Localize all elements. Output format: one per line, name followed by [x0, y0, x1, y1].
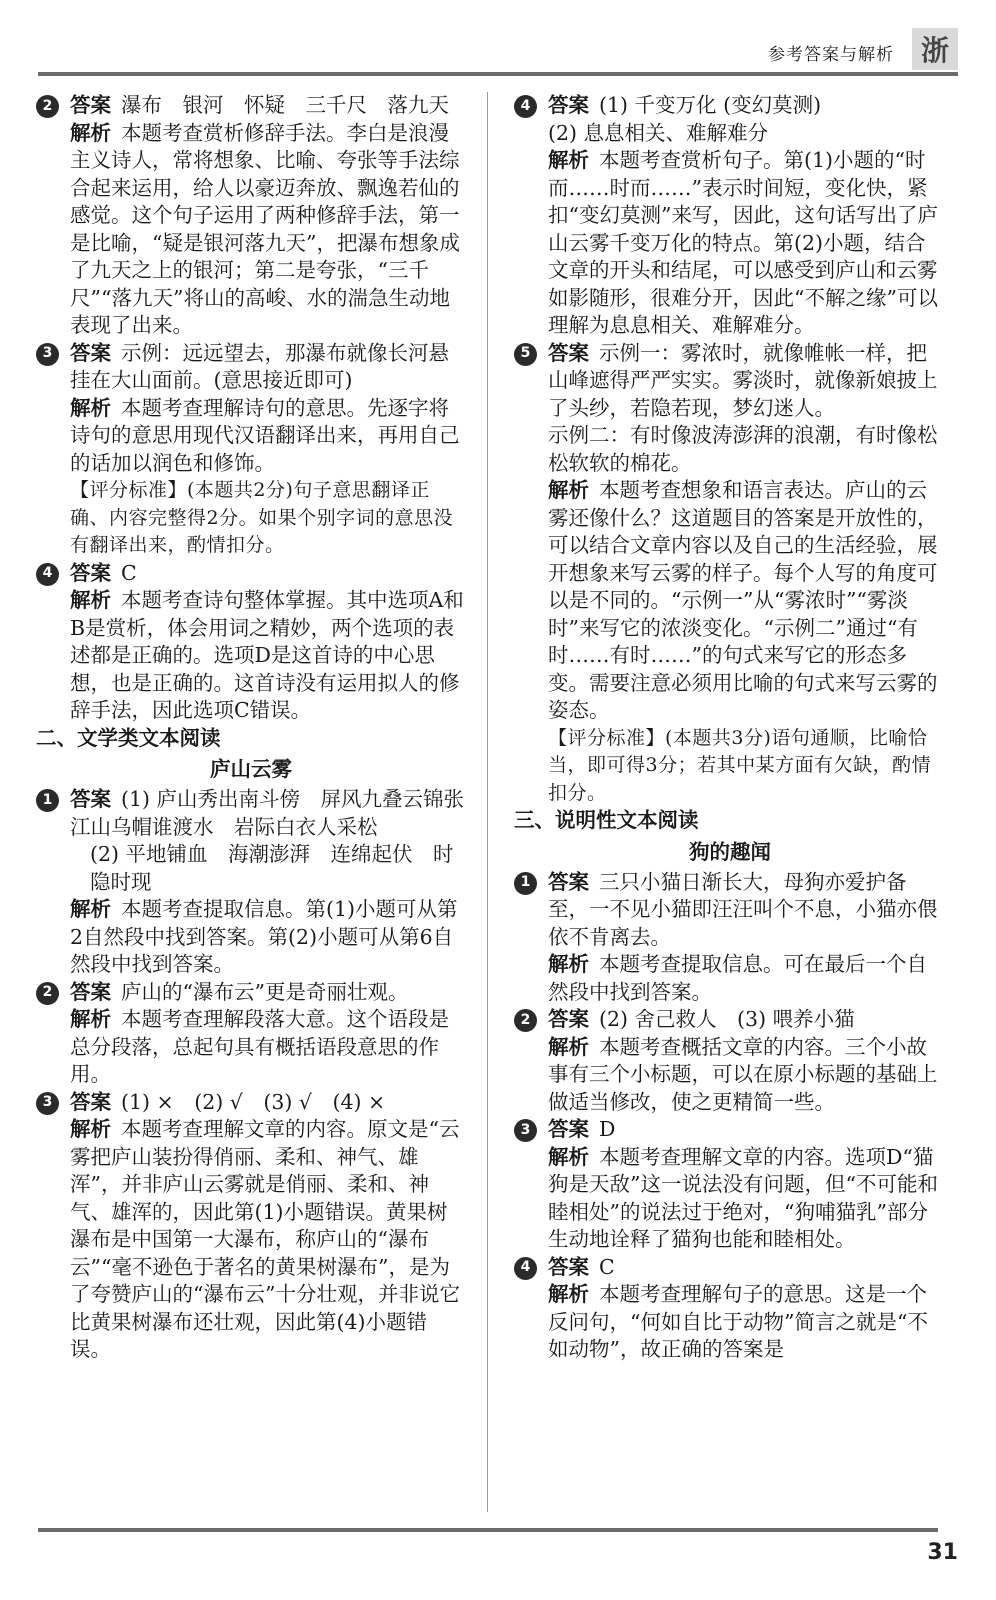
- question-number: 2: [36, 95, 59, 118]
- analysis-tag: 解析: [548, 1282, 589, 1306]
- analysis-tag: 解析: [70, 1007, 111, 1031]
- passage-title: 狗的趣闻: [689, 839, 771, 864]
- dog-question-4: [514, 1254, 946, 1364]
- answer-tag: 答案: [70, 340, 111, 365]
- analysis-tag: 解析: [70, 395, 111, 420]
- question-number: 2: [514, 1009, 537, 1032]
- answer-tag: 答案: [548, 1254, 589, 1279]
- dog-question-3: [514, 1116, 946, 1254]
- answer-text: D: [599, 1117, 616, 1141]
- analysis-text: 本题考查理解文章的内容。原文是“云雾把庐山装扮得俏丽、柔和、神气、雄浑”，并非庐山云雾就是俏丽、柔和、神气、雄浑的，因此第(1)小题错误。黄果树瀑布是中国第一大瀑布，称庐山的“瀑布云”“毫不逊色于著名的黄果树瀑布”，是为了夸赞庐山的“瀑布云”十分壮观，并非说它比黄果树瀑布还壮观，因此第(4)小题错误。: [70, 1117, 460, 1361]
- dog-question-2: [514, 1006, 946, 1116]
- column-divider: [487, 92, 488, 1512]
- answer-tag: 答案: [548, 93, 589, 117]
- analysis-tag: 解析: [70, 120, 111, 145]
- scoring-note: 【评分标准】(本题共3分)语句通顺，比喻恰当，即可得3分；若其中某方面有欠缺，酌情扣分。: [548, 726, 932, 804]
- answer-text: (1) × (2) √ (3) √ (4) ×: [121, 1089, 386, 1114]
- answer-text: (2) 舍己救人 (3) 喂养小猫: [599, 1007, 855, 1031]
- section-heading: 二、文学类文本阅读: [36, 725, 221, 750]
- question-number: 4: [514, 1257, 537, 1280]
- analysis-text: 本题考查想象和语言表达。庐山的云雾还像什么？这道题目的答案是开放性的，可以结合文章内容以及自己的生活经验，展开想象来写云雾的样子。每个人写的角度可以是不同的。“示例一”从“雾浓时”“雾淡时”来写它的浓淡变化。“示例二”通过“有时……有时……”的句式来写它的形态多变。需要注意必须用比喻的句式来写云雾的姿态。: [548, 478, 938, 722]
- analysis-text: 本题考查理解文章的内容。选项D“猫狗是天敌”这一说法没有问题，但“不可能和睦相处”的说法过于绝对，“狗哺猫乳”部分生动地诠释了猫狗也能和睦相处。: [548, 1144, 938, 1251]
- answer-tag: 答案: [548, 1117, 589, 1141]
- dog-question-1: [514, 869, 946, 1007]
- page-number: 31: [927, 1540, 958, 1565]
- left-column: [36, 92, 485, 1364]
- question-number: 4: [36, 563, 59, 586]
- answer-text: (1) 千变万化 (变幻莫测): [599, 93, 822, 117]
- question-2: [36, 92, 466, 340]
- passage-title: 庐山云雾: [210, 757, 292, 781]
- analysis-text: 本题考查提取信息。第(1)小题可从第2自然段中找到答案。第(2)小题可从第6自然段中找到答案。: [70, 897, 458, 976]
- analysis-text: 本题考查提取信息。可在最后一个自然段中找到答案。: [548, 952, 927, 1004]
- question-3: [36, 340, 466, 560]
- analysis-tag: 解析: [548, 478, 589, 502]
- page-header: [38, 22, 958, 74]
- analysis-text: 本题考查理解诗句的意思。先逐字将诗句的意思用现代汉语翻译出来，再用自己的话加以润色和修饰。: [70, 395, 460, 475]
- question-number: 3: [36, 343, 59, 366]
- analysis-tag: 解析: [548, 1144, 589, 1169]
- answer-tag: 答案: [70, 93, 111, 117]
- answer-text: 瀑布 银河 怀疑 三千尺 落九天: [121, 93, 449, 117]
- passage-question-2: [36, 979, 466, 1089]
- answer-text: (2) 息息相关、难解难分: [548, 120, 769, 145]
- analysis-text: 本题考查理解段落大意。这个语段是总分段落，总起句具有概括语段意思的作用。: [70, 1007, 449, 1086]
- passage-question-4: [514, 92, 946, 340]
- analysis-text: 本题考查赏析修辞手法。李白是浪漫主义诗人，常将想象、比喻、夸张等手法综合起来运用，给人以豪迈奔放、飘逸若仙的感觉。这个句子运用了两种修辞手法，第一是比喻，“疑是银河落九天”，把瀑布想象成了九天之上的银河；第二是夸张，“三千尺”“落九天”将山的高峻、水的湍急生动地表现了出来。: [70, 120, 460, 337]
- answer-text: C: [121, 560, 137, 585]
- answer-tag: 答案: [70, 1089, 111, 1114]
- right-column: [514, 92, 946, 1364]
- answer-tag: 答案: [548, 869, 589, 894]
- answer-tag: 答案: [548, 340, 589, 365]
- passage-question-5: [514, 340, 946, 808]
- analysis-text: 本题考查赏析句子。第(1)小题的“时而……时而……”表示时间短，变化快，紧扣“变幻莫测”来写，因此，这句话写出了庐山云雾千变万化的特点。第(2)小题，结合文章的开头和结尾，可以感受到庐山和云雾如影随形，很难分开，因此“不解之缘”可以理解为息息相关、难解难分。: [548, 148, 938, 337]
- passage-question-3: [36, 1089, 466, 1364]
- analysis-tag: 解析: [548, 148, 589, 172]
- analysis-tag: 解析: [70, 897, 111, 921]
- section-heading: 三、说明性文本阅读: [514, 808, 699, 832]
- question-4: [36, 560, 466, 725]
- analysis-tag: 解析: [548, 1034, 589, 1059]
- answer-text: (2) 平地铺血 海潮澎湃 连绵起伏 时隐时现: [90, 842, 454, 894]
- answer-text: (1) 庐山秀出南斗傍 屏风九叠云锦张 江山乌帽谁渡水 岩际白衣人采松: [70, 787, 485, 839]
- answer-text: 庐山的“瀑布云”更是奇丽壮观。: [121, 979, 409, 1004]
- answer-tag: 答案: [548, 1007, 589, 1031]
- analysis-text: 本题考查理解句子的意思。这是一个反问句，“何如自比于动物”简言之就是“不如动物”，故正确的答案是: [548, 1282, 928, 1361]
- answer-text: 示例一：雾浓时，就像帷帐一样，把山峰遮得严严实实。雾淡时，就像新娘披上了头纱，若隐若现，梦幻迷人。: [548, 340, 938, 420]
- question-number: 1: [36, 789, 59, 812]
- header-title: 参考答案与解析: [768, 45, 894, 65]
- question-number: 5: [514, 343, 537, 366]
- answer-text: 示例二：有时像波涛澎湃的浪潮，有时像松松软软的棉花。: [548, 423, 938, 475]
- analysis-tag: 解析: [70, 588, 111, 612]
- passage-question-1: [36, 786, 485, 979]
- answer-text: C: [599, 1254, 615, 1279]
- question-number: 1: [514, 872, 537, 895]
- question-number: 4: [514, 95, 537, 118]
- analysis-tag: 解析: [70, 1117, 111, 1141]
- header-rule: [38, 72, 958, 76]
- footer-rule: [38, 1528, 938, 1532]
- answer-tag: 答案: [70, 787, 111, 811]
- question-number: 3: [514, 1119, 537, 1142]
- scoring-note: 【评分标准】(本题共2分)句子意思翻译正确、内容完整得2分。如果个别字词的意思没有翻译出来，酌情扣分。: [70, 479, 454, 556]
- answer-text: 示例：远远望去，那瀑布就像长河悬挂在大山面前。(意思接近即可): [70, 340, 449, 392]
- question-number: 2: [36, 982, 59, 1005]
- answer-tag: 答案: [70, 979, 111, 1004]
- question-number: 3: [36, 1092, 59, 1115]
- answer-tag: 答案: [70, 560, 111, 585]
- analysis-text: 本题考查概括文章的内容。三个小故事有三个小标题，可以在原小标题的基础上做适当修改，使之更精简一些。: [548, 1034, 938, 1114]
- analysis-text: 本题考查诗句整体掌握。其中选项A和B是赏析，体会用词之精妙，两个选项的表述都是正确的。选项D是这首诗的中心思想，也是正确的。这首诗没有运用拟人的修辞手法，因此选项C错误。: [70, 588, 464, 722]
- answer-text: 三只小猫日渐长大，母狗亦爱护备至，一不见小猫即汪汪叫个不息，小猫亦偎依不肯离去。: [548, 869, 938, 949]
- province-badge: 浙: [912, 28, 958, 70]
- analysis-tag: 解析: [548, 952, 589, 976]
